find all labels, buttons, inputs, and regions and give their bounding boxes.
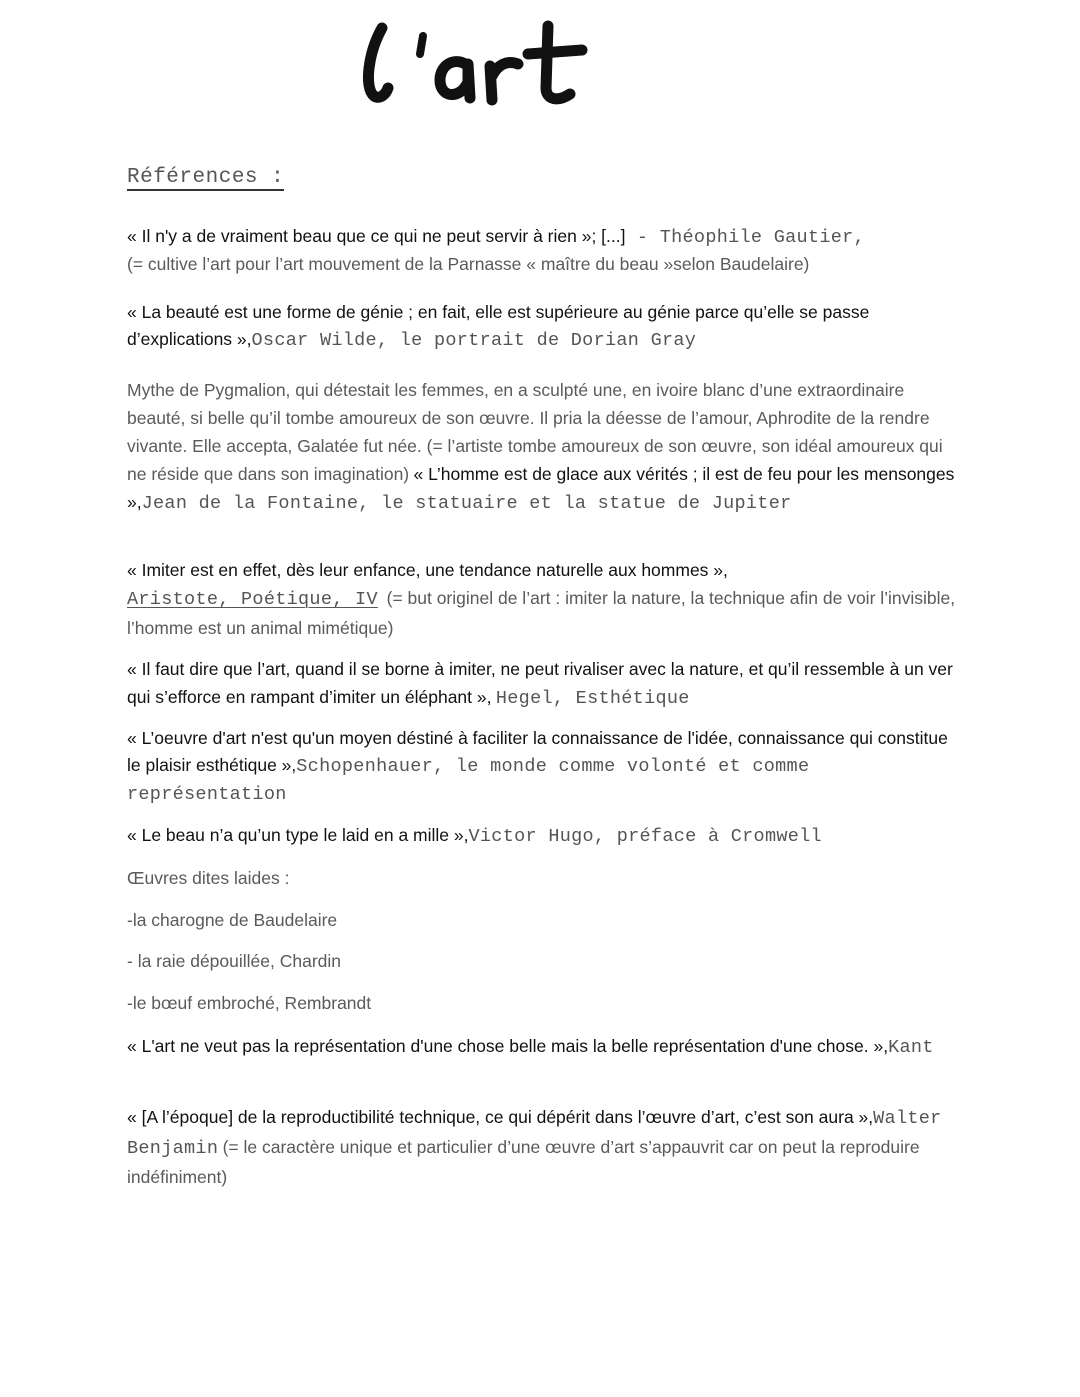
- quote-text: « L’oeuvre d'art n'est qu'un moyen déstiné à faciliter la connaissance de l'idée, connaissance qui constitue le plaisir esthétique »,: [127, 728, 948, 775]
- page-title-handwritten: [360, 8, 600, 118]
- reference-benjamin: [127, 1103, 957, 1191]
- author-citation: Jean de la Fontaine, le statuaire et la statue de Jupiter: [141, 493, 792, 514]
- reference-hugo: [127, 822, 957, 850]
- references-heading: Références :: [127, 166, 285, 189]
- quote-text: « L’homme est de glace aux vérités ; il est de feu pour les mensonges »,: [127, 464, 955, 512]
- author-citation: Victor Hugo, préface à Cromwell: [468, 826, 822, 847]
- reference-kant: [127, 1032, 957, 1062]
- title-lettering: [360, 8, 600, 118]
- explanatory-note: (= but originel de l’art : imiter la nature, la technique afin de voir l’invisible, l’homme est un animal mimétique): [127, 588, 956, 638]
- quote-text: « Il n'y a de vraiment beau que ce qui ne peut servir à rien »; [...]: [127, 226, 626, 246]
- quote-text: « L'art ne veut pas la représentation d'une chose belle mais la belle représentation d'une chose. »,: [127, 1036, 889, 1056]
- quote-text: « La beauté est une forme de génie ; en fait, elle est supérieure au génie parce qu’elle se passe d’explications »,: [127, 302, 870, 349]
- reference-pygmalion: [127, 376, 957, 518]
- reference-wilde: [127, 299, 957, 354]
- ugly-works-label: Œuvres dites laides :: [127, 868, 290, 888]
- quote-text: « Le beau n’a qu’un type le laid en a mille »,: [127, 825, 469, 845]
- author-citation: Kant: [888, 1037, 934, 1058]
- author-citation: - Théophile Gautier,: [625, 227, 865, 248]
- ugly-work-item: -le bœuf embroché, Rembrandt: [127, 993, 372, 1013]
- author-citation: Oscar Wilde, le portrait de Dorian Gray: [251, 330, 697, 351]
- author-citation: Aristote, Poétique, IV: [127, 589, 378, 610]
- quote-text: « Imiter est en effet, dès leur enfance, une tendance naturelle aux hommes »,: [127, 560, 728, 580]
- author-citation: Schopenhauer, le monde comme volonté et comme représentation: [127, 756, 810, 805]
- author-citation: Walter Benjamin: [127, 1108, 942, 1159]
- reference-schopenhauer: [127, 725, 957, 808]
- reference-hegel: [127, 655, 957, 713]
- quote-text: « Il faut dire que l’art, quand il se borne à imiter, ne peut rivaliser avec la nature, et qu’il ressemble à un ver qui s’efforce en rampant d’imiter un éléphant »,: [127, 659, 953, 707]
- quote-text: « [A l’époque] de la reproductibilité technique, ce qui dépérit dans l’œuvre d’art, c’est son aura »,: [127, 1107, 874, 1127]
- explanatory-note: (= cultive l’art pour l’art mouvement de la Parnasse « maître du beau »selon Baudelaire): [127, 254, 810, 274]
- reference-aristote: [127, 556, 957, 642]
- ugly-work-item: -la charogne de Baudelaire: [127, 910, 338, 930]
- myth-description: Mythe de Pygmalion, qui détestait les femmes, en a sculpté une, en ivoire blanc d’une extraordinaire beauté, si belle qu’il tombe amoureux de son œuvre. Il pria la déesse de l’amour, Aphrodite de la rendre vivante. Elle accepta, Galatée fut née. (= l’artiste tombe amoureux de son œuvre, son idéal amoureux qui ne réside que dans son imagination): [127, 380, 943, 484]
- ugly-work-item: - la raie dépouillée, Chardin: [127, 951, 342, 971]
- reference-gautier: [127, 223, 957, 278]
- author-citation: Hegel, Esthétique: [495, 688, 690, 709]
- explanatory-note: (= le caractère unique et particulier d’une œuvre d’art s’appauvrit car on peut la reproduire indéfiniment): [127, 1137, 920, 1187]
